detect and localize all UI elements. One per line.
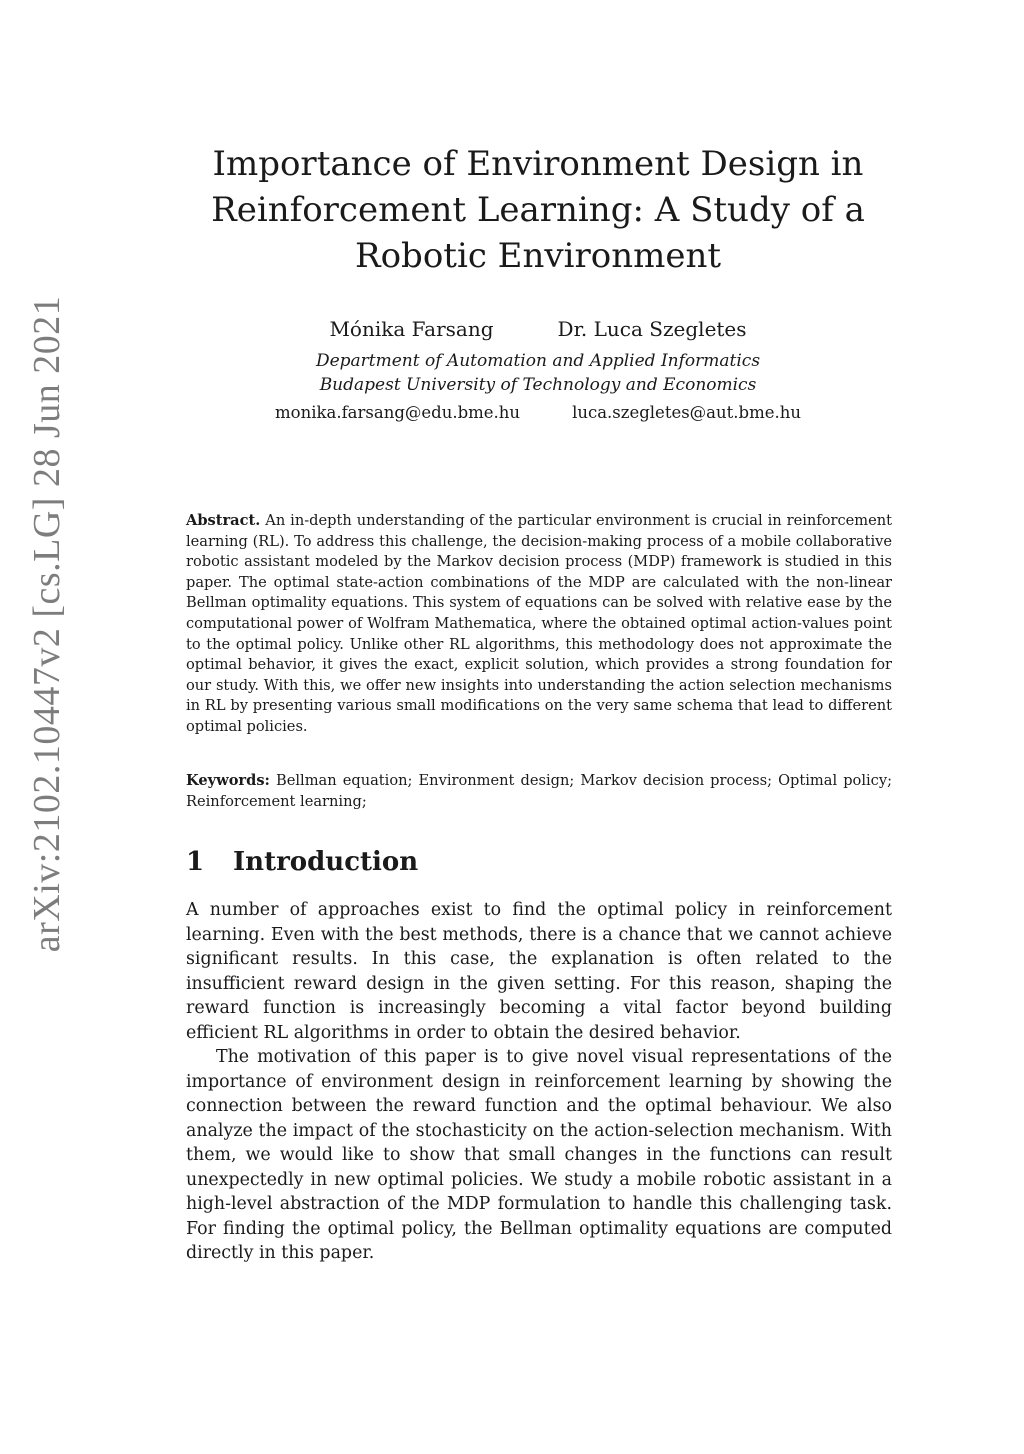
author-email: luca.szegletes@aut.bme.hu: [572, 403, 801, 422]
author-list: [160, 314, 916, 344]
section-body: [186, 898, 892, 1266]
author-emails: [160, 401, 916, 425]
arxiv-sidebar: [23, 268, 71, 980]
section-number: 1: [186, 847, 205, 877]
affiliation: [160, 349, 916, 397]
keywords-label: Keywords:: [186, 772, 270, 789]
title-line: Robotic Environment: [354, 236, 722, 276]
title-line: Importance of Environment Design in: [212, 144, 864, 184]
author-name: Mónika Farsang: [329, 317, 494, 341]
abstract: [186, 511, 892, 738]
title-line: Reinforcement Learning: A Study of a: [211, 190, 865, 230]
affiliation-line: Budapest University of Technology and Economics: [319, 375, 757, 395]
section-title: Introduction: [233, 847, 419, 877]
keywords: [186, 771, 892, 812]
arxiv-identifier: arXiv:2102.10447v2 [cs.LG] 28 Jun 2021: [26, 295, 69, 953]
paper-title: [160, 141, 916, 279]
abstract-label: Abstract.: [186, 512, 261, 529]
abstract-text: An in-depth understanding of the particular environment is crucial in reinforcement learning (RL). To address this challenge, the decision-making process of a mobile collaborative robotic assistant modeled by the Markov decision process (MDP) framework is studied in this paper. The optimal state-action combinations of the MDP are calculated with the non-linear Bellman optimality equations. This system of equations can be solved with relative ease by the computational power of Wolfram Mathematica, where the obtained optimal action-values point to the optimal policy. Unlike other RL algorithms, this methodology does not approximate the optimal behavior, it gives the exact, explicit solution, which provides a strong foundation for our study. With this, we offer new insights into understanding the action selection mechanisms in RL by presenting various small modifications on the very same schema that lead to different optimal policies.: [186, 512, 893, 735]
author-name: Dr. Luca Szegletes: [557, 317, 747, 341]
body-paragraph: A number of approaches exist to find the optimal policy in reinforcement learning. Even with the best methods, there is a chance that we cannot achieve significant results. In this case, the explanation is often related to the insufficient reward design in the given setting. For this reason, shaping the reward function is increasingly becoming a vital factor beyond building efficient RL algorithms in order to obtain the desired behavior.: [186, 900, 892, 1043]
keywords-text: Bellman equation; Environment design; Markov decision process; Optimal policy; Reinforcement learning;: [186, 772, 892, 810]
author-email: monika.farsang@edu.bme.hu: [275, 403, 521, 422]
section-heading: [186, 842, 892, 882]
affiliation-line: Department of Automation and Applied Informatics: [315, 351, 761, 371]
body-paragraph: The motivation of this paper is to give novel visual representations of the importance of environment design in reinforcement learning by showing the connection between the reward function and the optimal behaviour. We also analyze the impact of the stochasticity on the action-selection mechanism. With them, we would like to show that small changes in the functions can result unexpectedly in new optimal policies. We study a mobile robotic assistant in a high-level abstraction of the MDP formulation to handle this challenging task. For finding the optimal policy, the Bellman optimality equations are computed directly in this paper.: [186, 1047, 892, 1263]
